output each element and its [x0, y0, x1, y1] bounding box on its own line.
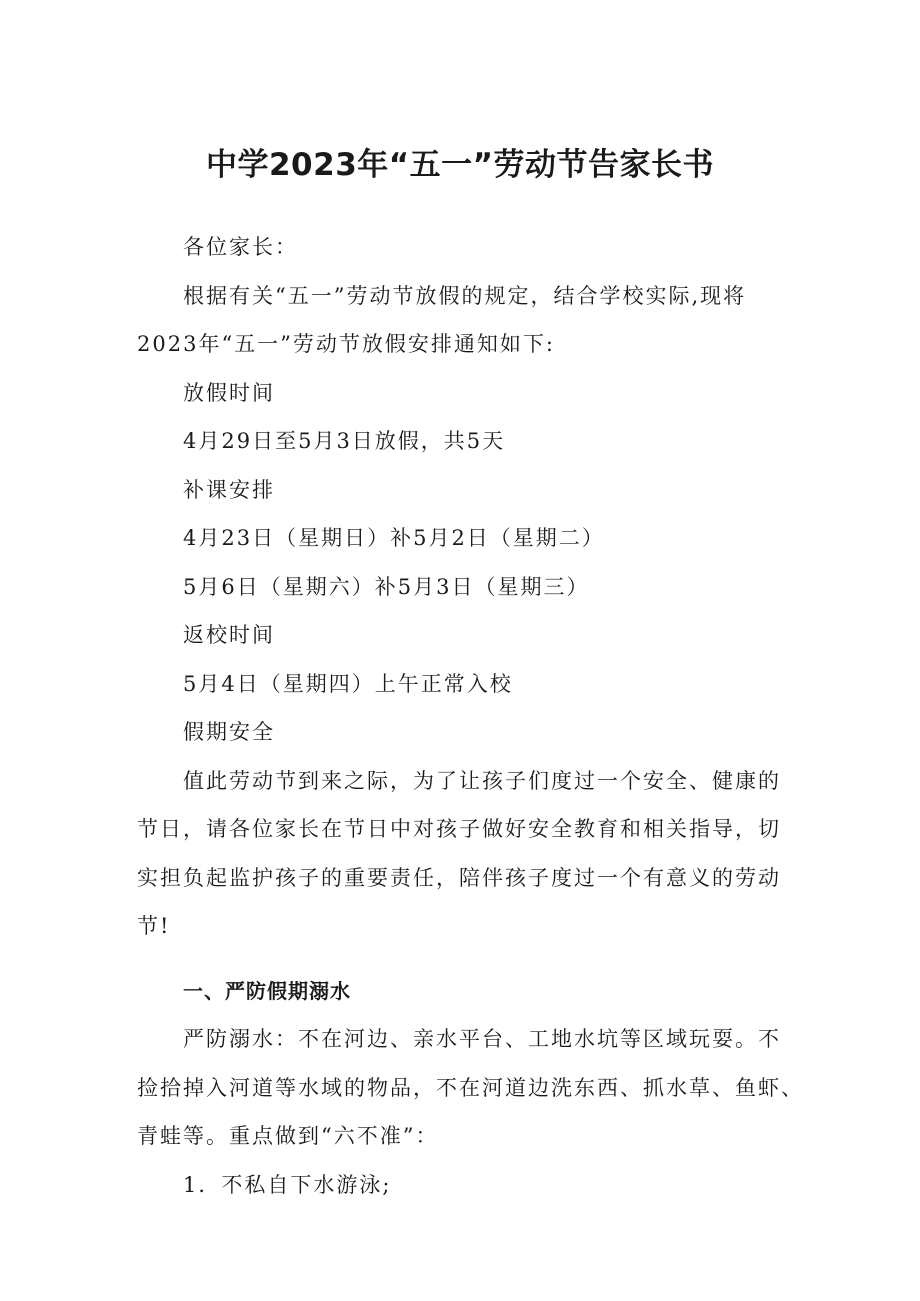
section-1-heading: 一、严防假期溺水 [183, 978, 351, 1003]
safety-label: 假期安全 [183, 720, 275, 744]
makeup-label: 补课安排 [183, 477, 275, 502]
holiday-time-value: 4月29日至5月3日放假，共5天 [183, 429, 506, 453]
rule-1: 1．不私自下水游泳; [183, 1172, 392, 1197]
document-body [137, 223, 807, 1209]
intro-line-2: 2023年“五一”劳动节放假安排通知如下: [137, 332, 555, 356]
salutation: 各位家长： [183, 235, 298, 259]
section-1-line-1: 严防溺水：不在河边、亲水平台、工地水坑等区域玩耍。不 [183, 1027, 781, 1051]
document-title: 中学2023年“五一”劳动节告家长书 [205, 147, 715, 183]
safety-paragraph-line-1: 值此劳动节到来之际，为了让孩子们度过一个安全、健康的 [183, 768, 781, 793]
safety-paragraph-line-2: 节日，请各位家长在节日中对孩子做好安全教育和相关指导，切 [137, 817, 781, 841]
safety-paragraph-line-4: 节! [137, 914, 171, 938]
section-1-line-2: 捡拾掉入河道等水域的物品，不在河道边洗东西、抓水草、鱼虾、 [137, 1075, 804, 1100]
holiday-time-label: 放假时间 [183, 380, 275, 405]
return-value: 5月4日（星期四）上午正常入校 [183, 671, 513, 696]
intro-line-1: 根据有关“五一”劳动节放假的规定，结合学校实际,现将 [183, 283, 747, 308]
makeup-line-1: 4月23日（星期日）补5月2日（星期二） [183, 526, 605, 550]
section-1-line-3: 青蛙等。重点做到“六不准”： [137, 1124, 439, 1148]
safety-paragraph-line-3: 实担负起监护孩子的重要责任，陪伴孩子度过一个有意义的劳动 [137, 865, 781, 890]
return-label: 返校时间 [183, 623, 275, 647]
makeup-line-2: 5月6日（星期六）补5月3日（星期三） [183, 574, 590, 599]
